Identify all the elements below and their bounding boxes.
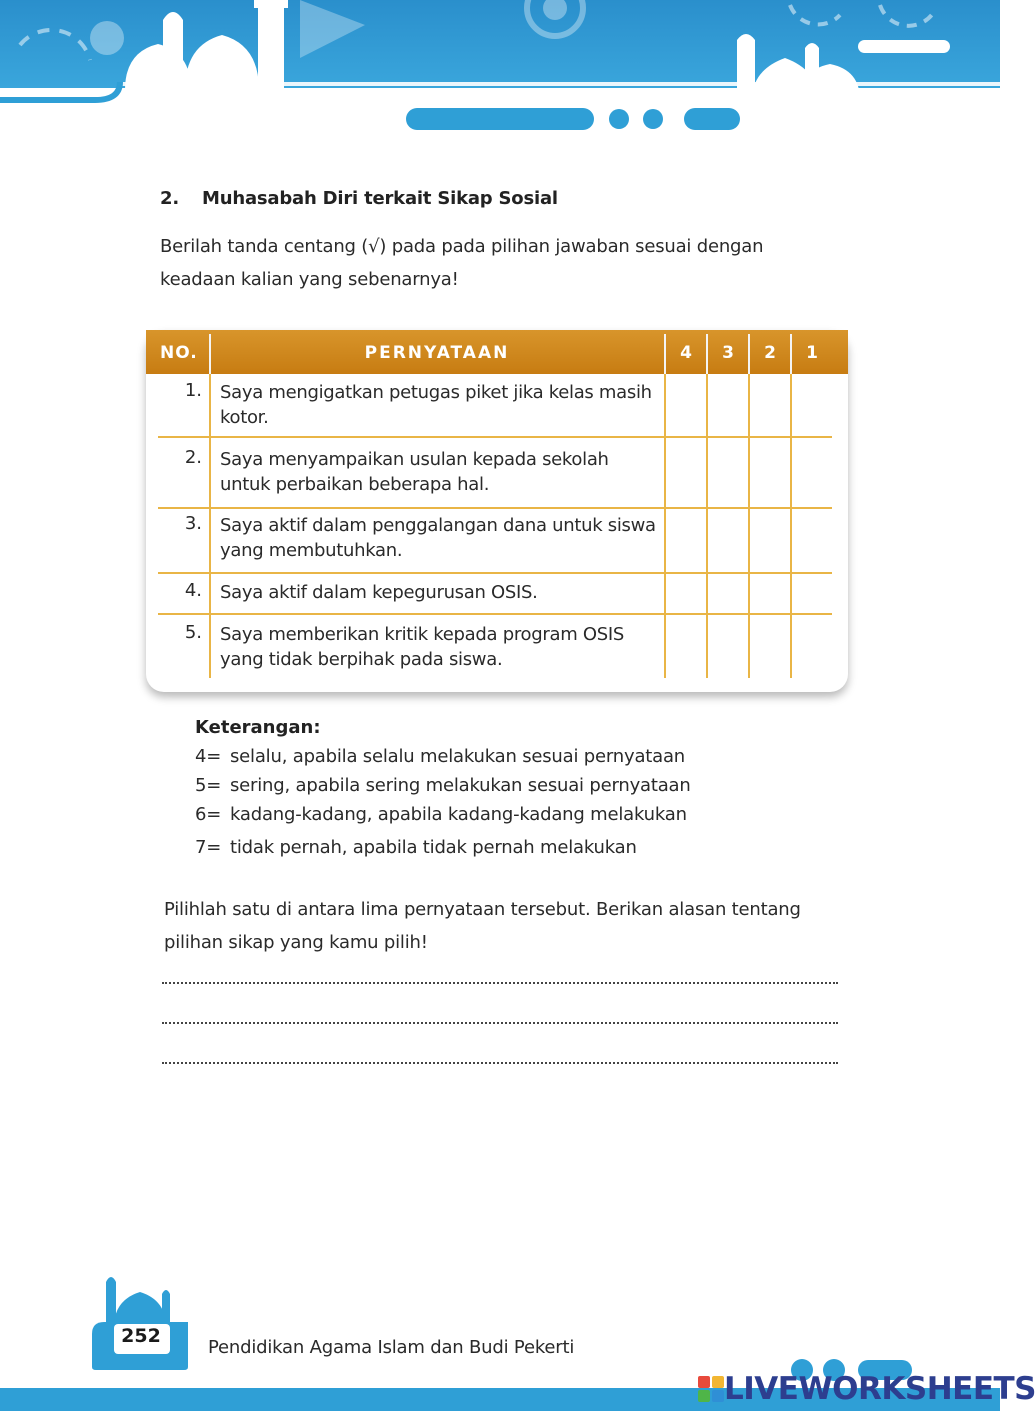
page-number: 252	[121, 1325, 161, 1347]
row-divider	[158, 436, 832, 438]
book-title: Pendidikan Agama Islam dan Budi Pekerti	[208, 1337, 575, 1358]
row-number: 4.	[184, 580, 202, 601]
header-no: NO.	[160, 343, 198, 363]
column-divider	[790, 374, 792, 678]
header-divider	[748, 334, 750, 374]
column-divider	[664, 374, 666, 678]
row-number: 2.	[184, 447, 202, 468]
answer-line[interactable]	[162, 982, 838, 984]
liveworksheets-watermark[interactable]	[698, 1370, 1036, 1408]
row-number: 5.	[184, 622, 202, 643]
mosque-page-badge-icon	[92, 1272, 188, 1370]
column-divider	[748, 374, 750, 678]
legend-code: 5=	[195, 775, 222, 796]
header-banner	[0, 0, 1000, 140]
row-divider	[158, 507, 832, 509]
header-divider	[664, 334, 666, 374]
legend-item	[195, 746, 685, 767]
legend-text: tidak pernah, apabila tidak pernah melakukan	[230, 837, 637, 858]
row-number: 1.	[184, 380, 202, 401]
watermark-text: LIVEWORKSHEETS	[724, 1371, 1036, 1407]
legend-text: selalu, apabila selalu melakukan sesuai pernyataan	[230, 746, 685, 767]
section-heading	[160, 188, 558, 209]
row-statement: Saya mengigatkan petugas piket jika kelas masih kotor.	[220, 382, 652, 428]
row-statement: Saya aktif dalam kepegurusan OSIS.	[220, 582, 538, 603]
instruction-text: Berilah tanda centang (√) pada pada pilihan jawaban sesuai dengan keadaan kalian yang sebenarnya!	[160, 236, 764, 290]
answer-line[interactable]	[162, 1062, 838, 1064]
header-score-1: 1	[806, 343, 818, 363]
row-statement: Saya memberikan kritik kepada program OSIS yang tidak berpihak pada siswa.	[220, 624, 624, 670]
row-divider	[158, 613, 832, 615]
legend-code: 7=	[195, 837, 222, 858]
section-number: 2.	[160, 188, 179, 209]
row-divider	[158, 572, 832, 574]
table-header	[146, 330, 848, 374]
header-divider	[706, 334, 708, 374]
row-statement: Saya aktif dalam penggalangan dana untuk siswa yang membutuhkan.	[220, 515, 656, 561]
legend-text: kadang-kadang, apabila kadang-kadang melakukan	[230, 804, 687, 825]
column-divider	[706, 374, 708, 678]
row-number: 3.	[184, 513, 202, 534]
legend-code: 6=	[195, 804, 222, 825]
header-statement: PERNYATAAN	[364, 343, 510, 363]
self-assessment-table	[146, 330, 848, 692]
header-score-2: 2	[764, 343, 776, 363]
legend-title: Keterangan:	[195, 717, 321, 738]
legend-item	[195, 837, 637, 858]
header-divider	[790, 334, 792, 374]
legend-code: 4=	[195, 746, 222, 767]
liveworksheets-logo-icon	[698, 1376, 724, 1402]
legend-item	[195, 804, 687, 825]
section-title: Muhasabah Diri terkait Sikap Sosial	[202, 188, 558, 209]
header-score-4: 4	[680, 343, 692, 363]
legend-item	[195, 775, 691, 796]
legend-text: sering, apabila sering melakukan sesuai pernyataan	[230, 775, 691, 796]
header-score-3: 3	[722, 343, 734, 363]
header-divider	[209, 334, 211, 374]
answer-line[interactable]	[162, 1022, 838, 1024]
question-text: Pilihlah satu di antara lima pernyataan tersebut. Berikan alasan tentang pilihan sikap yang kamu pilih!	[164, 899, 801, 953]
row-statement: Saya menyampaikan usulan kepada sekolah untuk perbaikan beberapa hal.	[220, 449, 609, 495]
column-divider	[209, 374, 211, 678]
